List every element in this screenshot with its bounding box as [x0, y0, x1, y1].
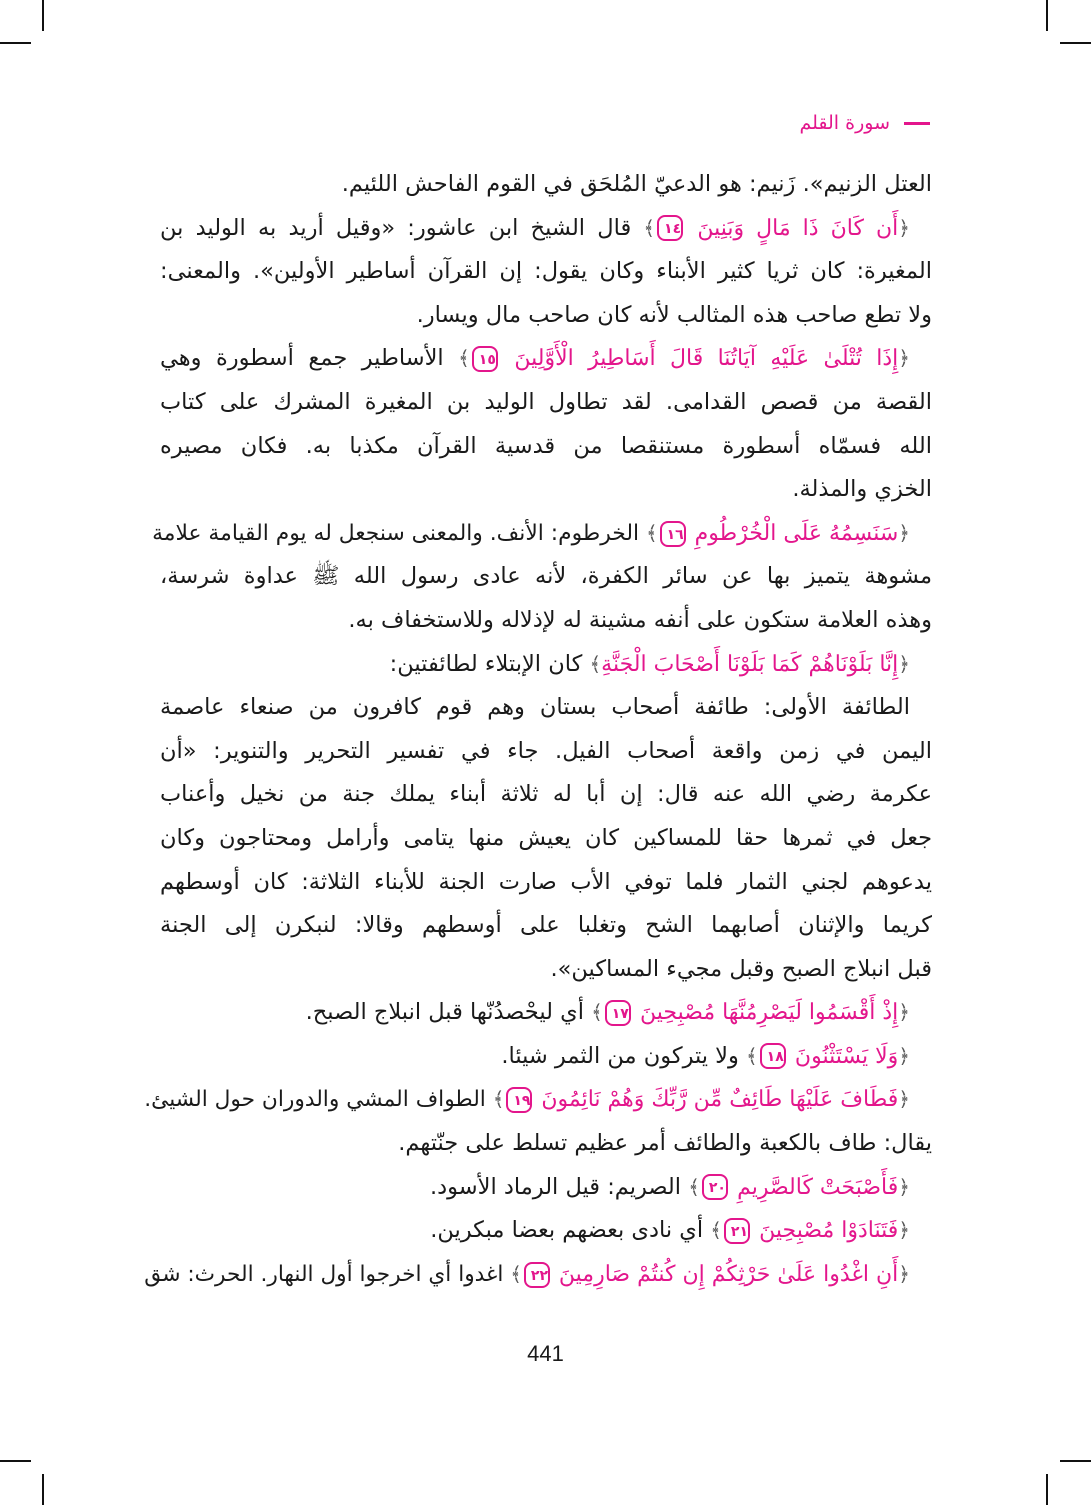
text-line: الخزي والمذلة. [792, 476, 932, 503]
bracket-close-icon: ﴾ [510, 1261, 523, 1286]
paragraph [160, 1035, 932, 1079]
commentary-text: أي نادى بعضهم بعضا مبكرين. [430, 1217, 704, 1244]
bracket-close-icon: ﴾ [589, 651, 602, 676]
commentary-text: الطواف المشي والدوران حول الشيئ. [144, 1087, 486, 1113]
bracket-close-icon: ﴾ [492, 1087, 505, 1112]
commentary-text: الخرطوم: الأنف. والمعنى سنجعل له يوم القيامة علامة [152, 520, 640, 546]
crop-mark [42, 0, 44, 31]
page-number: 441 [527, 1341, 564, 1366]
ayah-number-icon: ١٤ [657, 215, 683, 241]
quran-verse: سَنَسِمُهُ عَلَى الْخُرْطُومِ [694, 520, 899, 546]
text-line: المغيرة: كان ثريا كثير الأبناء وكان يقول: إن القرآن أساطير الأولين». والمعنى: [160, 258, 932, 285]
bracket-open-icon: ﴿ [898, 346, 910, 371]
bracket-open-icon: ﴿ [898, 1261, 910, 1286]
paragraph [144, 1078, 932, 1165]
text-line: القصة من قصص القدامى. لقد تطاول الوليد بن المغيرة المشرك على كتاب [160, 388, 932, 415]
bracket-close-icon: ﴾ [591, 1000, 603, 1025]
text-line: الطائفة الأولى: طائفة أصحاب بستان وهم قوم كافرون من صنعاء عاصمة [160, 694, 910, 721]
bracket-open-icon: ﴿ [898, 651, 910, 676]
ayah-number-icon: ١٥ [472, 346, 498, 372]
text-line [160, 1209, 932, 1253]
text-line: جعل في ثمرها حقا للمساكين كان يعيش منها يتامى وأرامل ومحتاجون وكان [160, 824, 932, 851]
commentary-text: قال الشيخ ابن عاشور: «وقيل أريد به الوليد بن [160, 214, 632, 241]
bracket-close-icon: ﴾ [688, 1174, 700, 1199]
text-line [152, 512, 932, 556]
quran-verse: وَلَا يَسْتَثْنُونَ [794, 1043, 899, 1069]
page-body [144, 163, 932, 1296]
header-rule [904, 122, 930, 125]
text-line: يقال: طاف بالكعبة والطائف أمر عظيم تسلط على جنّتهم. [398, 1130, 932, 1157]
bracket-open-icon: ﴿ [898, 1043, 910, 1068]
text-line: الله فسمّاه أسطورة مستنقصا من قدسية القرآن مكذبا به. فكان مصيره [160, 432, 932, 459]
quran-verse: فَطَافَ عَلَيْهَا طَائِفٌ مِّن رَّبِّكَ وَهُمْ نَائِمُونَ [541, 1087, 899, 1113]
text-line: عكرمة رضي الله عنه قال: إن أبا له ثلاثة أبناء يملك جنة من نخيل وأعناب [160, 781, 932, 808]
text-line: يدعوهم لجني الثمار فلما توفي الأب صارت الجنة للأبناء الثلاثة: كان أوسطهم [160, 868, 932, 895]
ayah-number-icon: ١٧ [605, 1000, 631, 1026]
crop-mark [1060, 1460, 1091, 1462]
bracket-open-icon: ﴿ [898, 520, 910, 545]
ayah-number-icon: ١٨ [760, 1043, 786, 1069]
bracket-close-icon: ﴾ [710, 1218, 722, 1243]
paragraph [160, 163, 932, 207]
surah-title: سورة القلم [799, 112, 890, 134]
bracket-close-icon: ﴾ [458, 346, 470, 371]
text-line [160, 643, 932, 687]
quran-verse: إِذَا تُتْلَىٰ عَلَيْهِ آيَاتُنَا قَالَ أَسَاطِيرُ الْأَوَّلِينَ [514, 346, 899, 372]
quran-verse: إِذْ أَقْسَمُوا لَيَصْرِمُنَّهَا مُصْبِحِينَ [640, 1000, 899, 1026]
paragraph [160, 1166, 932, 1210]
bracket-open-icon: ﴿ [898, 1218, 910, 1243]
crop-mark [0, 1460, 31, 1462]
commentary-text: كان الإبتلاء لطائفتين: [389, 650, 583, 677]
ayah-number-icon: ١٩ [506, 1087, 532, 1113]
ayah-number-icon: ٢٢ [524, 1262, 550, 1288]
text-line [160, 207, 932, 251]
text-line [160, 337, 932, 381]
paragraph [160, 991, 932, 1035]
paragraph [152, 512, 932, 643]
paragraph [160, 643, 932, 687]
paragraph [144, 1253, 932, 1297]
quran-verse: فَتَنَادَوْا مُصْبِحِينَ [759, 1218, 899, 1244]
running-header [799, 112, 930, 134]
bracket-close-icon: ﴾ [643, 215, 656, 240]
bracket-open-icon: ﴿ [898, 1000, 910, 1025]
quran-verse: أَن كَانَ ذَا مَالٍ وَبَنِينَ [697, 215, 899, 241]
ayah-number-icon: ٢١ [724, 1218, 750, 1244]
commentary-text: الأساطير جمع أسطورة وهي [160, 345, 444, 372]
paragraph [160, 337, 932, 511]
text-line: ولا تطع صاحب هذه المثالب لأنه كان صاحب مال ويسار. [416, 301, 932, 328]
text-line [160, 1166, 932, 1210]
text-line: العتل الزنيم». زَنيم: هو الدعيّ المُلحَق في القوم الفاحش اللئيم. [341, 171, 932, 197]
text-line: اليمن في زمن واقعة أصحاب الفيل. جاء في تفسير التحرير والتنوير: «أن [160, 737, 932, 764]
quran-verse: أَنِ اغْدُوا عَلَىٰ حَرْثِكُمْ إِن كُنتُمْ صَارِمِينَ [558, 1261, 899, 1287]
crop-mark [0, 42, 31, 44]
quran-verse: إِنَّا بَلَوْنَاهُمْ كَمَا بَلَوْنَا أَصْحَابَ الْجَنَّةِ [601, 651, 899, 677]
text-line: كريما والإثنان أصابهما الشح وتغلبا على أوسطهم وقالا: لنبكرن إلى الجنة [160, 912, 932, 939]
text-line: قبل انبلاج الصبح وقبل مجيء المساكين». [550, 955, 932, 982]
text-line [144, 1078, 932, 1122]
text-line [144, 1253, 932, 1297]
bracket-close-icon: ﴾ [646, 520, 658, 545]
ayah-number-icon: ٢٠ [702, 1174, 728, 1200]
commentary-text: الصريم: قيل الرماد الأسود. [429, 1173, 682, 1200]
crop-mark [42, 1474, 44, 1505]
paragraph [160, 686, 932, 991]
bracket-close-icon: ﴾ [746, 1043, 758, 1068]
bracket-open-icon: ﴿ [898, 1174, 910, 1199]
text-line [160, 991, 932, 1035]
commentary-text: أي ليحْصدُنّها قبل انبلاج الصبح. [305, 999, 584, 1026]
text-line: وهذه العلامة ستكون على أنفه مشينة له لإذلاله وللاستخفاف به. [348, 606, 932, 633]
bracket-open-icon: ﴿ [898, 1087, 910, 1112]
crop-mark [1046, 0, 1048, 31]
text-line: مشوهة يتميز بها عن سائر الكفرة، لأنه عادى رسول الله ﷺ عداوة شرسة، [160, 563, 932, 590]
paragraph [160, 207, 932, 338]
quran-verse: فَأَصْبَحَتْ كَالصَّرِيمِ [737, 1174, 899, 1200]
bracket-open-icon: ﴿ [898, 215, 910, 240]
commentary-text: ولا يتركون من الثمر شيئا. [501, 1042, 739, 1069]
paragraph [160, 1209, 932, 1253]
crop-mark [1046, 1474, 1048, 1505]
text-line [160, 1035, 932, 1079]
commentary-text: اغدوا أي اخرجوا أول النهار. الحرث: شق [144, 1261, 504, 1287]
crop-mark [1060, 42, 1091, 44]
ayah-number-icon: ١٦ [660, 521, 686, 547]
